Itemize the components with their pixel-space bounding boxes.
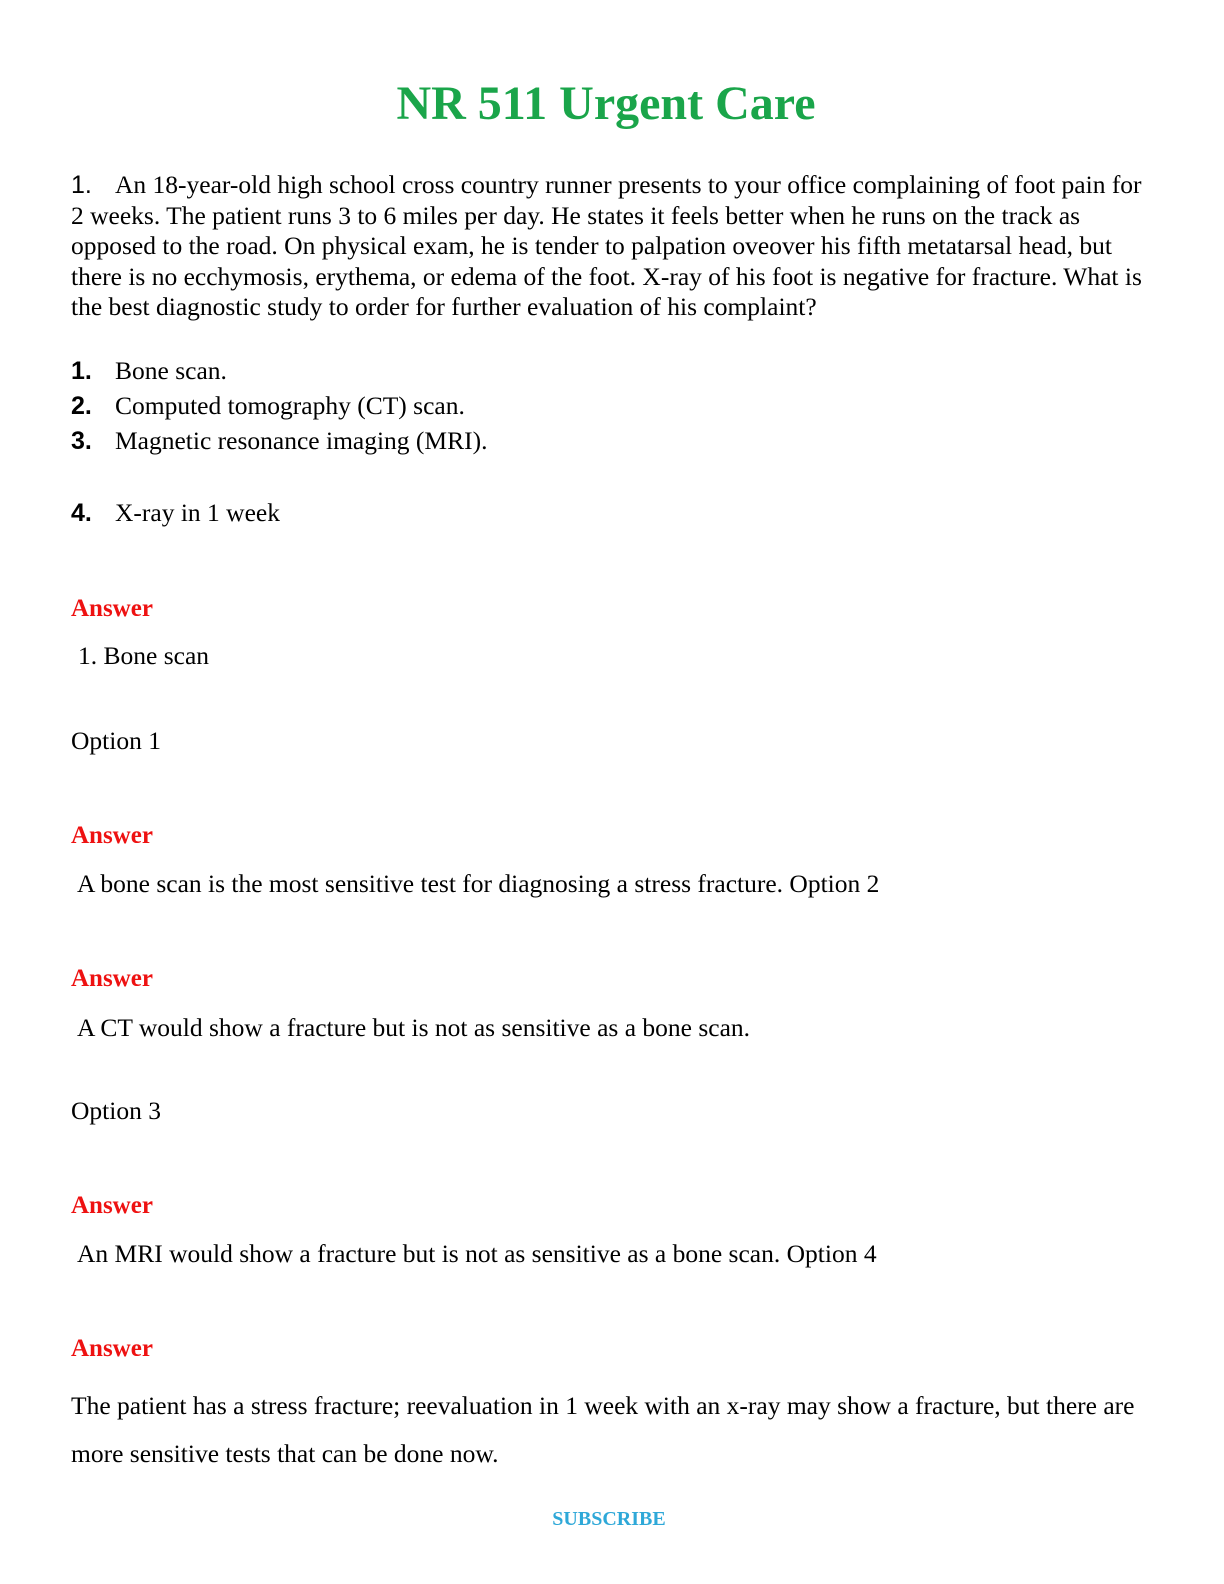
option-label: Option 3	[71, 1096, 161, 1125]
option-number: 4.	[71, 499, 92, 527]
option-text: Computed tomography (CT) scan.	[115, 391, 465, 420]
answer-label: Answer	[71, 965, 153, 992]
option-text: X-ray in 1 week	[115, 498, 280, 527]
option-item-3	[71, 426, 487, 456]
option-text: Bone scan.	[115, 356, 227, 385]
answer-text: The patient has a stress fracture; reevaluation in 1 week with an x-ray may show a fracture, but there are more sensitive tests that can be done now.	[71, 1391, 1135, 1468]
answer-text: An MRI would show a fracture but is not as sensitive as a bone scan. Option 4	[77, 1239, 877, 1268]
option-item-1	[71, 356, 227, 386]
option-number: 2.	[71, 392, 92, 420]
answer-label: Answer	[71, 1192, 153, 1219]
answer-text: A bone scan is the most sensitive test for diagnosing a stress fracture. Option 2	[77, 869, 880, 898]
answer-label: Answer	[71, 595, 153, 622]
answer-label: Answer	[71, 822, 153, 849]
option-number: 3.	[71, 427, 92, 455]
answer-text: 1. Bone scan	[78, 641, 210, 670]
question-number: 1.	[71, 171, 92, 199]
question-text: An 18-year-old high school cross country runner presents to your office complaining of foot pain for 2 weeks. The patient runs 3 to 6 miles per day. He states it feels better when he runs on the track as opposed to the road. On physical exam, he is tender to palpation oveover his fifth metatarsal head, but there is no ecchymosis, erythema, or edema of the foot. X-ray of his foot is negative for fracture. What is the best diagnostic study to order for further evaluation of his complaint?	[71, 170, 1142, 322]
page-title: NR 511 Urgent Care	[396, 77, 816, 130]
subscribe-link[interactable]: SUBSCRIBE	[552, 1508, 666, 1530]
question-block	[71, 170, 1151, 323]
option-label: Option 1	[71, 726, 161, 755]
answer-label: Answer	[71, 1335, 153, 1362]
answer-text: A CT would show a fracture but is not as sensitive as a bone scan.	[77, 1013, 751, 1042]
option-item-2	[71, 391, 465, 421]
option-number: 1.	[71, 357, 92, 385]
option-text: Magnetic resonance imaging (MRI).	[115, 426, 488, 455]
option-item-4	[71, 498, 280, 528]
